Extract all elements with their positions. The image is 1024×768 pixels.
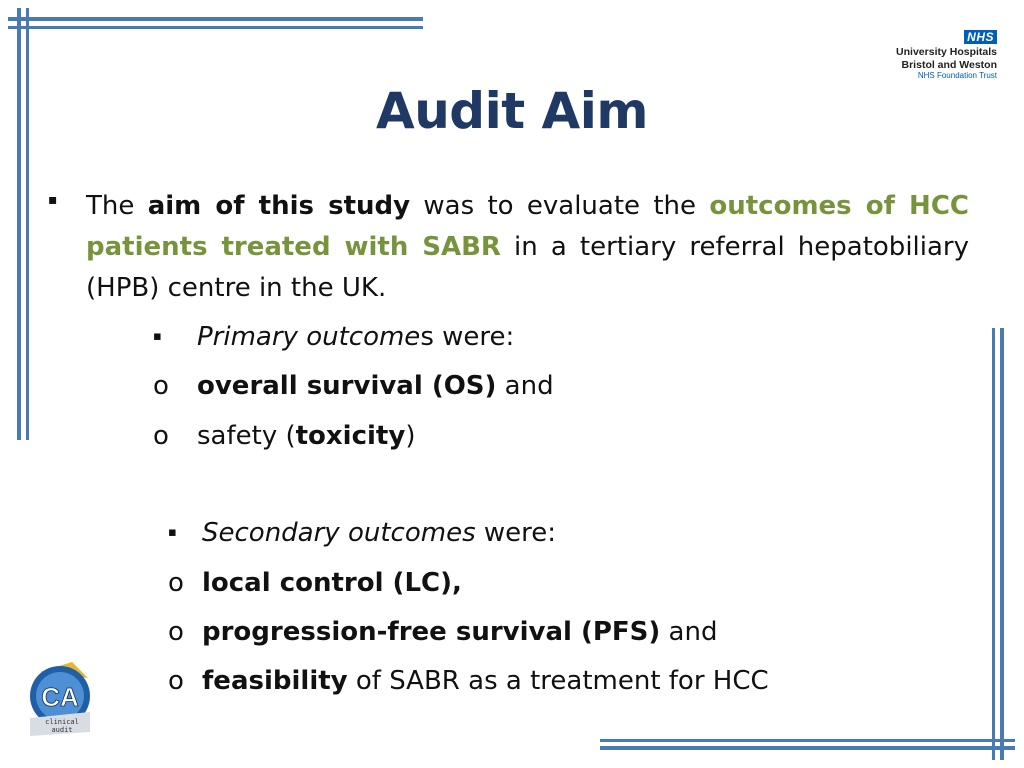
logo-text-audit: audit [51, 726, 73, 734]
primary-square-bullet: ▪ [153, 329, 162, 344]
nhs-badge: NHS [964, 30, 997, 44]
aim-paragraph [86, 186, 969, 309]
item-text: of SABR as a treatment for HCC [347, 666, 769, 696]
primary-label-rest: s were: [420, 322, 515, 352]
right-frame-line-2 [1000, 328, 1004, 760]
trust-name-line-1: University Hospitals [896, 46, 997, 58]
circle-bullet: o [153, 421, 169, 451]
top-left-frame-line-2 [8, 26, 423, 29]
nhs-trust-logo [896, 26, 997, 81]
secondary-outcomes-heading [202, 516, 556, 550]
para-text-2: was to evaluate the [410, 191, 710, 221]
logo-letters: CA [41, 682, 79, 712]
item-bold: progression-free survival (PFS) [202, 617, 661, 647]
circle-bullet: o [168, 666, 184, 696]
clinical-audit-logo [26, 662, 94, 738]
para-text-3: in a tertiary referral hepatobiliary (HPB) centre in the UK. [86, 232, 969, 303]
primary-outcomes-heading [197, 320, 514, 354]
para-highlight-outcomes: outcomes of HCC patients treated with SABR [86, 191, 969, 262]
secondary-square-bullet: ▪ [168, 525, 177, 540]
secondary-item-pfs [202, 615, 717, 649]
item-text: safety ( [197, 421, 296, 451]
slide-title: Audit Aim [376, 82, 648, 140]
secondary-label-rest: were: [475, 518, 557, 548]
item-text: and [496, 371, 554, 401]
circle-bullet: o [168, 568, 184, 598]
item-text: and [660, 617, 718, 647]
secondary-label-italic: Secondary outcomes [202, 518, 476, 548]
right-frame-line-1 [992, 328, 995, 760]
item-bold: feasibility [202, 666, 348, 696]
secondary-item-feasibility [202, 664, 769, 698]
item-bold: local control (LC), [202, 568, 462, 598]
item-bold: overall survival (OS) [197, 371, 497, 401]
bottom-right-frame-line-2 [600, 746, 1015, 750]
para-bold-aim: aim of this study [147, 191, 411, 221]
primary-label-italic: Primary outcome [197, 322, 421, 352]
primary-item-os [197, 369, 554, 403]
item-bold: toxicity [295, 421, 406, 451]
primary-item-safety [197, 419, 415, 453]
left-frame-line-2 [26, 8, 29, 440]
circle-bullet: o [168, 617, 184, 647]
secondary-item-lc [202, 566, 462, 600]
item-text: ) [405, 421, 416, 451]
top-left-frame-line-1 [8, 17, 423, 21]
trust-name-line-3: NHS Foundation Trust [917, 71, 997, 80]
left-frame-line-1 [17, 8, 21, 440]
bottom-right-frame-line-1 [600, 739, 1015, 742]
square-bullet: ▪ [48, 192, 58, 208]
circle-bullet: o [153, 371, 169, 401]
logo-text-clinical: clinical [45, 718, 79, 726]
para-text-1: The [86, 191, 148, 221]
trust-name-line-2: Bristol and Weston [901, 59, 997, 71]
